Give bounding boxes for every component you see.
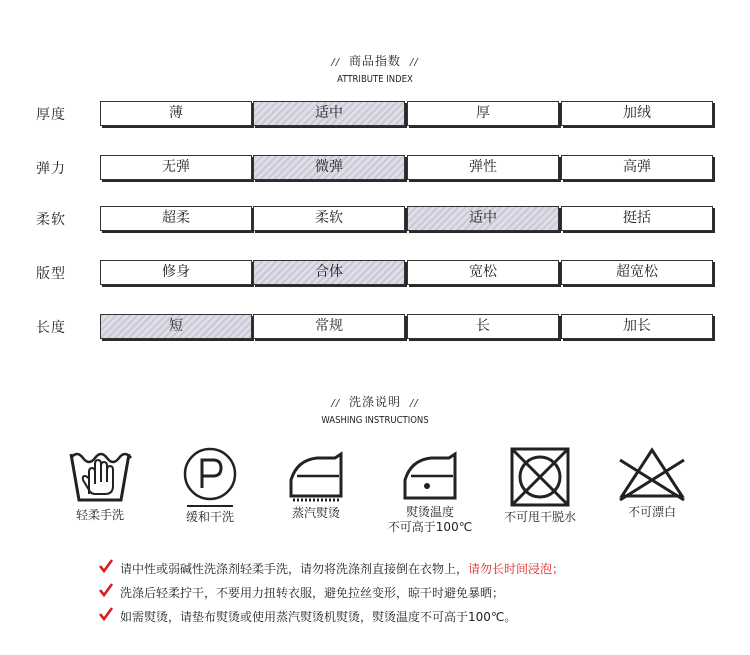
title-mark-right: // [409,398,419,409]
attribute-option: 柔软 [253,206,405,231]
attribute-option-selected: 适中 [407,206,559,231]
attribute-row [0,206,750,232]
attribute-option: 宽松 [407,260,559,285]
dry-clean-underline-icon [185,504,235,508]
care-note-text: 洗涤后轻柔拧干，不要用力扭转衣服，避免拉丝变形，晾干时避免暴晒； [120,586,505,600]
attribute-option: 弹性 [407,155,559,180]
attribute-option: 常规 [253,314,405,339]
attribute-option: 挺括 [561,206,713,231]
wash-label: 熨烫温度 [405,505,454,519]
attribute-option: 高弹 [561,155,713,180]
attribute-option: 薄 [100,101,252,126]
checkmark-icon [99,559,113,573]
attribute-index-title [0,52,750,85]
checkmark-icon [99,607,113,621]
attribute-option: 无弹 [100,155,252,180]
attribute-title-en: ATTRIBUTE INDEX [337,74,413,85]
attribute-row [0,101,750,127]
wash-item-iron-temp [378,446,482,535]
title-mark-left: // [331,57,341,68]
wash-label: 不可漂白 [627,505,676,519]
attribute-option: 加绒 [561,101,713,126]
attribute-option-selected: 微弹 [253,155,405,180]
attribute-option-selected: 合体 [253,260,405,285]
attribute-label: 柔软 [36,212,66,228]
wash-item-steam-iron [276,446,356,521]
hand-wash-icon [65,446,135,504]
attribute-option: 长 [407,314,559,339]
washing-title-en: WASHING INSTRUCTIONS [321,415,429,426]
attribute-option-selected: 短 [100,314,252,339]
attribute-row [0,155,750,181]
care-note-warning: 请勿长时间浸泡； [468,562,565,576]
attribute-row [0,314,750,340]
title-mark-right: // [409,57,419,68]
attribute-label: 弹力 [36,161,66,177]
attribute-option: 加长 [561,314,713,339]
wash-label-2: 不可高于100℃ [387,520,473,534]
wash-label: 轻柔手洗 [75,508,124,522]
wash-item-no-bleach [610,446,694,520]
attribute-label: 长度 [36,320,66,336]
wash-item-dry-clean [170,446,250,525]
care-note-text: 如需熨烫，请垫布熨烫或使用蒸汽熨烫机熨烫，熨烫温度不可高于100℃。 [120,610,517,624]
attribute-option: 厚 [407,101,559,126]
dry-clean-p-icon [182,446,238,502]
no-bleach-icon [614,446,690,504]
attribute-option-selected: 适中 [253,101,405,126]
no-tumble-dry-icon [509,446,571,508]
wash-label: 蒸汽熨烫 [291,506,340,520]
wash-label: 缓和干洗 [185,510,234,524]
steam-iron-icon [283,446,349,504]
attribute-option: 修身 [100,260,252,285]
attribute-option: 超柔 [100,206,252,231]
attribute-option: 超宽松 [561,260,713,285]
washing-title-zh: 洗涤说明 [348,395,401,409]
checkmark-icon [99,583,113,597]
iron-temperature-icon [397,446,463,502]
wash-item-hand-wash [60,446,140,523]
attribute-label: 版型 [36,266,66,282]
attribute-row [0,260,750,286]
attribute-label: 厚度 [36,107,66,123]
wash-label: 不可甩干脱水 [503,510,576,524]
wash-item-no-tumble-dry [494,446,586,525]
attribute-title-zh: 商品指数 [348,54,401,68]
washing-instructions-title [0,393,750,426]
title-mark-left: // [331,398,341,409]
care-note-text: 请中性或弱碱性洗涤剂轻柔手洗，请勿将洗涤剂直接倒在衣物上， [120,562,469,576]
